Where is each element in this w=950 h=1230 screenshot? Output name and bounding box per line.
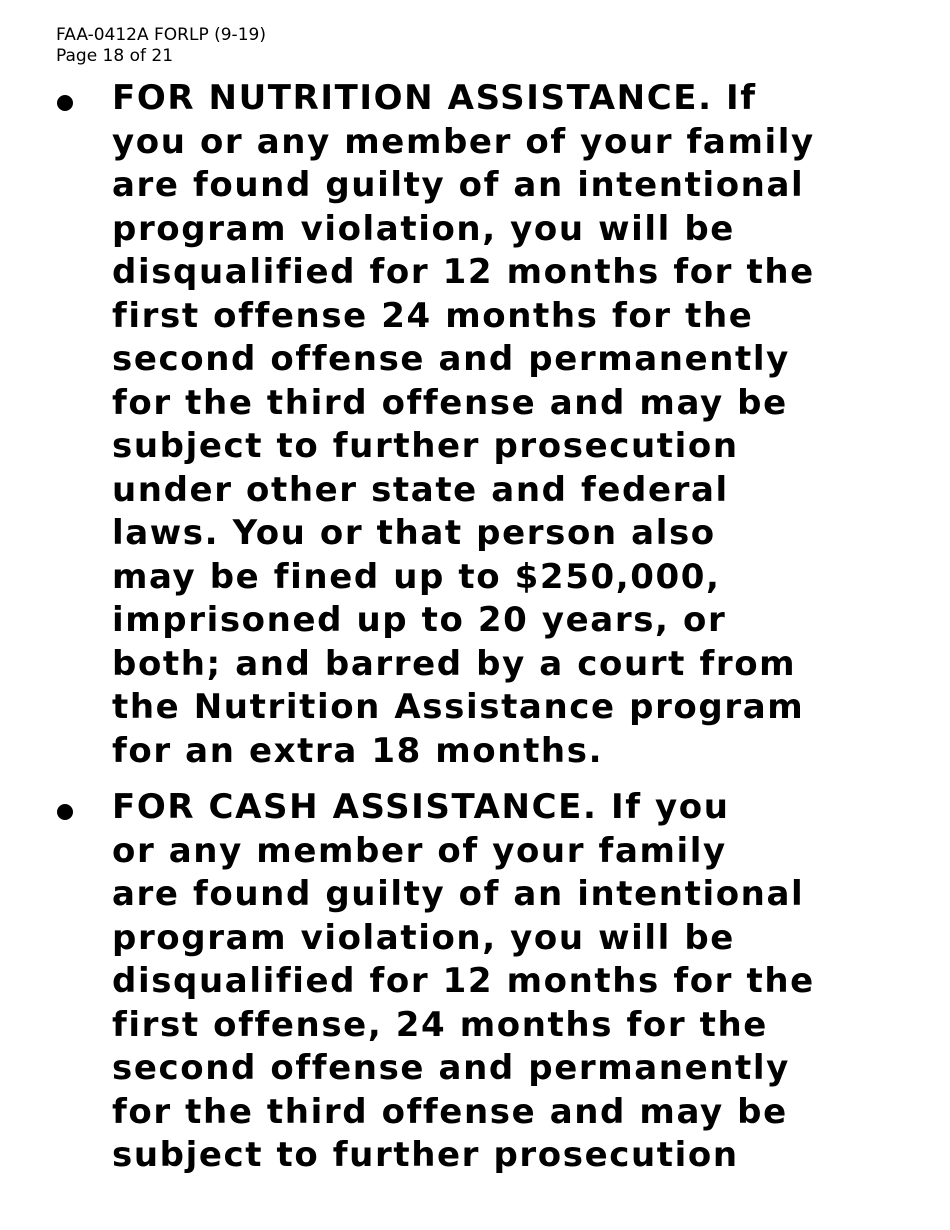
bullet-item-nutrition-assistance xyxy=(55,77,925,773)
text-line: FOR CASH ASSISTANCE. If you xyxy=(112,787,730,827)
text-line: for an extra 18 months. xyxy=(112,730,604,771)
text-line: first offense, 24 months for the xyxy=(112,1004,768,1045)
text-line: second offense and permanently xyxy=(112,1048,790,1088)
bullet-icon xyxy=(57,95,73,111)
text-line: or any member of your family xyxy=(112,830,727,871)
text-line: both; and barred by a court from xyxy=(112,643,797,684)
text-line: for the third offense and may be xyxy=(112,1091,788,1132)
text-line: subject to further prosecution xyxy=(112,426,739,466)
text-line: you or any member of your family xyxy=(112,121,815,162)
bullet-icon xyxy=(57,804,73,820)
text-line: are found guilty of an intentional xyxy=(112,165,805,205)
text-line: disqualified for 12 months for the xyxy=(112,961,815,1001)
bullet-list xyxy=(55,77,925,1178)
text-line: first offense 24 months for the xyxy=(112,295,754,336)
text-line: under other state and federal xyxy=(112,469,729,510)
text-line: subject to further prosecution xyxy=(112,1135,739,1175)
text-line: laws. You or that person also xyxy=(112,513,716,553)
bullet-item-cash-assistance xyxy=(55,786,925,1178)
text-line: imprisoned up to 20 years, or xyxy=(112,600,727,640)
page-number: Page 18 of 21 xyxy=(56,46,174,66)
form-id: FAA-0412A FORLP (9-19) xyxy=(56,25,266,45)
text-line: for the third offense and may be xyxy=(112,382,788,423)
text-line: the Nutrition Assistance program xyxy=(112,687,805,727)
text-line: FOR NUTRITION ASSISTANCE. If xyxy=(112,78,757,118)
page-header xyxy=(56,25,266,67)
text-line: second offense and permanently xyxy=(112,339,790,379)
text-line: disqualified for 12 months for the xyxy=(112,252,815,292)
text-line: may be fined up to $250,000, xyxy=(112,556,721,597)
text-line: are found guilty of an intentional xyxy=(112,874,805,914)
text-line: program violation, you will be xyxy=(112,917,735,958)
text-line: program violation, you will be xyxy=(112,208,735,249)
